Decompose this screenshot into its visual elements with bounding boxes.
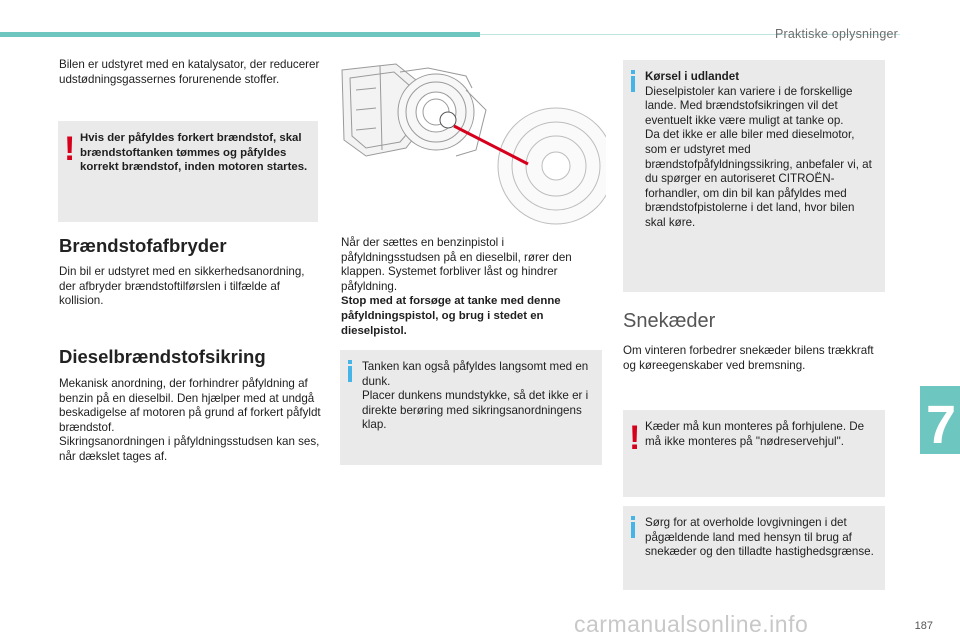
diesel-lock-text-2: Sikringsanordningen i påfyldningsstudsen kan ses, når dækslet tages af. bbox=[59, 435, 320, 463]
intro-text: Bilen er udstyret med en katalysator, der reducerer udstødningsgassernes forurenende stoffer. bbox=[59, 58, 320, 86]
section-title: Praktiske oplysninger bbox=[774, 27, 898, 41]
heading-diesel-lock: Dieselbrændstofsikring bbox=[59, 346, 266, 367]
chapter-number: 7 bbox=[925, 395, 956, 455]
warning-icon: ! bbox=[64, 130, 76, 168]
info-icon bbox=[629, 516, 639, 538]
watermark: carmanualsonline.info bbox=[574, 611, 809, 637]
info-box-canister bbox=[340, 350, 602, 465]
warning-box-fuel bbox=[58, 121, 318, 222]
info-abroad-content bbox=[645, 70, 877, 231]
fuel-filler-illustration bbox=[336, 60, 606, 230]
fuel-cutoff-text: Din bil er udstyret med en sikkerhedsanordning, der afbryder brændstoftilførslen i tilfælde af kollision. bbox=[59, 265, 305, 308]
info-icon bbox=[629, 70, 639, 92]
fuel-cutoff-paragraph bbox=[59, 265, 321, 309]
info-abroad-body: Dieselpistoler kan variere i de forskellige lande. Med brændstofsikringen vil det eventuelt ikke være muligt at tanke op. Da det ikke er alle biler med dieselmotor, som er udstyret med brændstofpåfyldningssikring, anbefaler vi, at du spørger en autoriseret CITROËN-forhandler, om din bil kan påfyldes med brændstofpistolerne i det land, hvor bilen skal køre. bbox=[645, 84, 872, 229]
info-abroad-title: Kørsel i udlandet bbox=[645, 70, 740, 83]
snow-chains-paragraph bbox=[623, 344, 885, 373]
diesel-lock-paragraph bbox=[59, 377, 321, 465]
diesel-lock-text-1: Mekanisk anordning, der forhindrer påfyldning af benzin på en dieselbil. Den hjælper med at undgå beskadigelse af motoren på grund af forkert påfyldt brændstof. bbox=[59, 377, 321, 434]
pistol-text: Når der sættes en benzinpistol i påfyldningsstudsen på en dieselbil, rører den klappen. Systemet forbliver låst og hindrer påfyldning. bbox=[341, 236, 572, 293]
info-text-law: Sørg for at overholde lovgivningen i det pågældende land med hensyn til brug af snekæder og den tilladte hastighedsgrænse. bbox=[645, 516, 874, 559]
info-text-canister: Tanken kan også påfyldes langsomt med en dunk. Placer dunkens mundstykke, så det ikke er i direkte berøring med sikringsanordningens klap. bbox=[362, 360, 589, 432]
intro-paragraph bbox=[59, 58, 321, 87]
warning-text-fuel: Hvis der påfyldes forkert brændstof, skal brændstoftanken tømmes og påfyldes korrekt brændstof, inden motoren startes. bbox=[80, 132, 308, 174]
heading-snow-chains: Snekæder bbox=[623, 310, 716, 332]
info-box-abroad bbox=[623, 60, 885, 292]
heading-fuel-cutoff: Brændstofafbryder bbox=[59, 235, 227, 256]
page-number: 187 bbox=[914, 620, 933, 632]
pistol-warning-text: Stop med at forsøge at tanke med denne påfyldningspistol, og brug i stedet en dieselpistol. bbox=[341, 295, 561, 337]
warning-text-chains: Kæder må kun monteres på forhjulene. De må ikke monteres på "nødreservehjul". bbox=[645, 420, 865, 448]
header-accent-bar bbox=[0, 32, 480, 37]
pistol-paragraph bbox=[341, 236, 603, 338]
snow-chains-text: Om vinteren forbedrer snekæder bilens trækkraft og køreegenskaber ved bremsning. bbox=[623, 344, 874, 372]
info-box-law bbox=[623, 506, 885, 590]
warning-box-chains bbox=[623, 410, 885, 497]
warning-icon: ! bbox=[629, 419, 641, 457]
info-icon bbox=[346, 360, 356, 382]
